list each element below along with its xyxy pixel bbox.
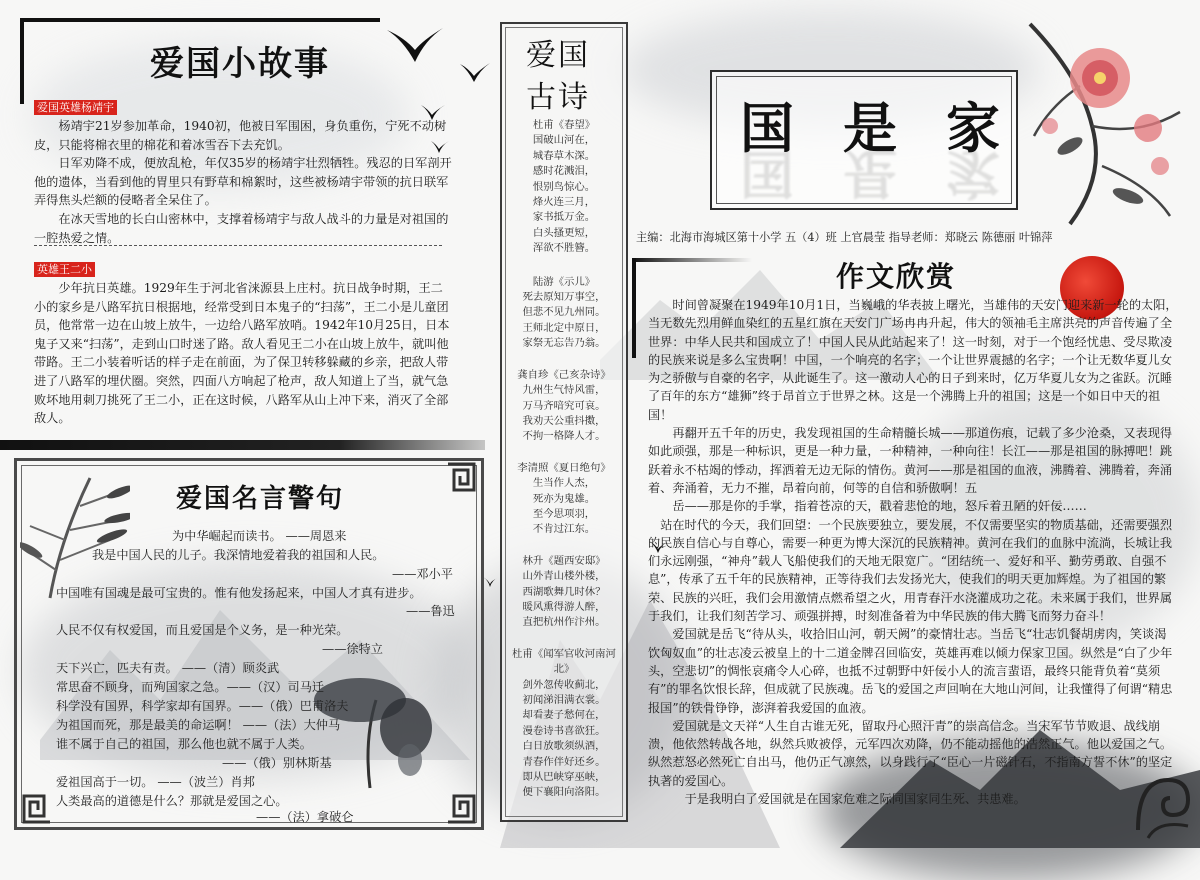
quote-line: 科学没有国界，科学家却有国界。——（俄）巴甫洛夫: [56, 699, 349, 713]
essay-para-5: 爱国就是岳飞“待从头，收拾旧山河，朝天阙”的豪情壮志。当岳飞“壮志饥餐胡虏肉，笑谈渴饮匈奴血”的壮志凌云被皇上的十二道金牌召回临安，英雄再难以倾力保家卫国。纵然是“白了少年头，空悲切”的惆怅哀痛令人心碎，也抵不过朝野中奸佞小人的流言蜚语，最终只能背负着“莫须有”的罪名饮恨长辞，但成就了民族魂。岳飞的爱国之声回响在大地山河间，让我懂得了何谓“精忠报国”的铁骨铮铮，澎湃着我爱国的血液。: [648, 627, 1173, 715]
quote-line: 人民不仅有权爱国，而且爱国是个义务，是一种光荣。: [56, 623, 349, 637]
quote-line: ——鲁迅: [406, 604, 455, 618]
masthead-char: 国: [740, 96, 794, 160]
masthead-reflection-char: 是: [843, 141, 897, 205]
essay-para-3: 岳——那是你的手掌，指着苍凉的天，戳着悲怆的地，怒斥着丑陋的奸佞……: [672, 499, 1087, 514]
poem: [507, 461, 621, 538]
story-1: [34, 96, 454, 247]
poem-line: 剑外忽传收蓟北，: [522, 678, 606, 691]
story-frame-left-bar: [20, 18, 24, 104]
poem-line: 漫卷诗书喜欲狂。: [522, 724, 606, 737]
bamboo-icon: [20, 470, 130, 600]
poem: [507, 118, 621, 257]
poem: [507, 275, 621, 352]
quote-line: 常思奋不顾身，而殉国家之急。——（汉）司马迁: [56, 680, 325, 694]
masthead-char: 是: [843, 96, 897, 160]
scroll-ornament-icon: [1128, 760, 1198, 840]
poem-title: 陆游《示儿》: [532, 275, 596, 288]
essay-para-4: 站在时代的今天，我们回望：一个民族要独立，要发展，不仅需要坚实的物质基础，还需要强烈的民族自信心与自尊心，需要一种更为博大深沉的民族精神。黄河在我们的血脉中流淌，长城让我们永远刚强，“神舟”载人飞船使我们的天地无限宽广。“团结统一、爱好和平、勤劳勇敢、自强不息”，传承了五千年的民族精神，正等待我们去发扬光大，使我们的明天更加辉煌。为了祖国的繁荣、民族的兴旺，我们会用激情点燃希望之火，用青春汗水浇灌成功之花。未来属于我们，世界属于我们，让我们刻苦学习、顽强拼搏，时刻准备着为中华民族的伟大腾飞而努力奋斗！: [648, 517, 1173, 624]
poems-title-line-1: 爱国: [526, 38, 590, 73]
poem: [507, 647, 621, 801]
story-2-para: 少年抗日英雄。1929年生于河北省涞源县上庄村。抗日战争时期，王二小的家乡是八路军抗日根据地，经常受到日本鬼子的“扫荡”，王二小是儿童团员，他常常一边在山坡上放牛，一边给八路军放哨。1942年10月25日，日本鬼子又来“扫荡”，走到山口时迷了路。敌人看见王二小在山坡上放牛，就叫他带路。王二小装着听话的样子走在前面，为了保卫转移躲藏的乡亲，把敌人带进了八路军的埋伏圈。突然，四面八方响起了枪声，敌人知道上了当，就气急败坏地用刺刀挑死了王二小，正在这时候，八路军从山上冲下来，消灭了全部敌人。: [34, 281, 450, 426]
poem-title: 李清照《夏日绝句》: [517, 461, 611, 474]
story-frame-bottom-bar: [0, 440, 485, 450]
credits-line: 主编：北海市海城区第十小学 五（4）班 上官晨莹 指导老师：郑晓云 陈德丽 叶锦萍: [636, 231, 1053, 244]
poem-line: 不肯过江东。: [532, 523, 596, 536]
essay-frame-top: [632, 258, 752, 262]
story-section-title: 爱国小故事: [150, 44, 330, 84]
poem-title: 林升《题西安邸》: [522, 554, 606, 567]
poem-line: 王师北定中原日，: [522, 321, 606, 334]
quote-line: ——徐特立: [322, 642, 383, 656]
flying-bird-icon: [420, 104, 446, 124]
essay-para-1: 时间曾凝聚在1949年10月1日，当巍峨的华表披上曙光，当雄伟的天安门迎来新一轮的太阳，当无数先烈用鲜血染红的五星红旗在天安门广场冉冉升起，伟大的领袖毛主席洪亮的声音传遍了全世界：中华人民共和国成立了！中国人民从此站起来了！这一时刻，对于一个饱经忧患、受尽欺凌的民族来说是多么宝贵啊！中国，一个响亮的名字；一个让世界震撼的名字；一个让无数华夏儿女为之骄傲与自豪的名字，从此诞生了。这一激动人心的日子到来时，亿万华夏儿女为之雀跃。沉睡了百年的东方“雄狮”终于昂首立于世界之林。这是一个沸腾上升的祖国；这是一个如日中天的祖国！: [648, 298, 1178, 422]
poem-line: 青春作伴好还乡。: [522, 755, 606, 768]
corner-ornament-icon: [18, 790, 54, 826]
story-divider: [34, 245, 442, 246]
quote-line: 中国唯有国魂是最可宝贵的。惟有他发扬起来，中国人才真有进步。: [56, 586, 422, 600]
corner-ornament-icon: [444, 460, 480, 496]
story-2: [34, 258, 454, 428]
poem-title: 杜甫《闻军官收河南河北》: [512, 647, 616, 676]
poem-line: 白头搔更短，: [532, 226, 596, 239]
poem-line: 不拘一格降人才。: [522, 430, 606, 443]
poem-line: 便下襄阳向洛阳。: [522, 786, 606, 799]
poem-line: 直把杭州作汴州。: [522, 616, 606, 629]
flying-bird-icon: [482, 576, 500, 590]
masthead-char: 家: [946, 96, 1000, 160]
masthead-reflection: [740, 138, 1000, 215]
poem-line: 至今思项羽，: [532, 507, 596, 520]
poem-line: 西湖歌舞几时休？: [522, 585, 606, 598]
flying-bird-icon: [458, 62, 492, 86]
poem-line: 暖风熏得游人醉，: [522, 600, 606, 613]
poem-line: 恨别鸟惊心。: [532, 180, 596, 193]
poem-line: 万马齐喑究可哀。: [522, 399, 606, 412]
quote-line: 谁不属于自己的祖国，那么他也就不属于人类。: [56, 737, 312, 751]
quote-line: 我是中国人民的儿子。我深情地爱着我的祖国和人民。: [92, 548, 385, 562]
essay-para-7: 于是我明白了爱国就是在国家危难之际同国家同生死、共患难。: [684, 792, 1026, 807]
masthead-reflection-char: 国: [740, 141, 794, 205]
poem-line: 感时花溅泪，: [532, 165, 596, 178]
poem-line: 烽火连三月，: [532, 196, 596, 209]
poem-line: 白日放歌须纵酒，: [522, 740, 606, 753]
poem-line: 国破山河在，: [532, 134, 596, 147]
story-frame-top-bar: [20, 18, 380, 22]
poems-list: [507, 118, 621, 813]
poem-line: 初闻涕泪满衣裳。: [522, 694, 606, 706]
poem-line: 但悲不见九州同。: [522, 306, 606, 319]
plum-blossom-icon: [1010, 16, 1190, 226]
poem-line: 家书抵万金。: [532, 211, 596, 224]
poem-title: 龚自珍《己亥杂诗》: [517, 368, 611, 381]
poem-line: 浑欲不胜簪。: [532, 242, 596, 255]
story-1-tag: 爱国英雄杨靖宇: [34, 100, 117, 115]
story-1-para-3: 在冰天雪地的长白山密林中，支撑着杨靖宇与敌人战斗的力量是对祖国的一腔热爱之情。: [34, 211, 449, 245]
quote-line: 为祖国而死，那是最美的命运啊！ ——（法）大仲马: [56, 718, 341, 732]
poem-line: 我劝天公重抖擞，: [522, 414, 606, 427]
masthead-reflection-char: 家: [946, 141, 1000, 205]
poem-line: 九州生气恃风雷，: [522, 384, 606, 397]
poem-line: 城春草木深。: [532, 149, 596, 162]
essay-para-2: 再翻开五千年的历史，我发现祖国的生命精髓长城——那道伤痕，记载了多少沧桑，又表现得如此顽强，那是一种标识，更是一种力量，一种精神，一种向往！长江——那是祖国的脉搏吧！跳跃着永不枯竭的悸动，挥洒着无边无际的情伤。黄河——那是祖国的血液，沸腾着、沸腾着，奔涌着、奔涌着，无力不摧，昂着向前，何等的自信和骄傲啊！五: [648, 426, 1173, 495]
story-1-para-2: 日军劝降不成，便放乱枪，年仅35岁的杨靖宇壮烈牺牲。残忍的日军剖开他的遗体，当看到他的胃里只有野草和棉絮时，这些被杨靖宇带领的抗日联军弄得焦头烂额的侵略者全呆住了。: [34, 156, 452, 208]
poem-line: 即从巴峡穿巫峡，: [522, 771, 606, 784]
quotes-section-title: 爱国名言警句: [176, 484, 345, 514]
poem-line: 却看妻子愁何在，: [522, 709, 606, 722]
poem-line: 死亦为鬼雄。: [532, 492, 596, 505]
corner-ornament-icon: [444, 790, 480, 826]
essay-body: [648, 296, 1178, 808]
poem-line: 死去原知万事空，: [522, 291, 606, 304]
essay-section-title: 作文欣赏: [836, 260, 957, 293]
poem: [507, 554, 621, 631]
story-1-para-1: 杨靖宇21岁参加革命，1940初，他被日军围困，身负重伤，宁死不动树皮，只能将棉衣里的棉花和着冰雪吞下去充饥。: [34, 119, 447, 152]
quote-line: ——邓小平: [392, 567, 453, 581]
poem-title: 杜甫《春望》: [532, 119, 596, 131]
quote-line: 人类最高的道德是什么？那就是爱国之心。: [56, 794, 288, 808]
story-2-tag: 英雄王二小: [34, 262, 95, 277]
quote-line: ——（法）拿破仑: [256, 810, 354, 824]
quote-line: 爱祖国高于一切。 ——（波兰）肖邦: [56, 775, 255, 789]
poem-line: 生当作人杰，: [532, 477, 596, 490]
essay-para-6: 爱国就是文天祥“人生自古谁无死，留取丹心照汗青”的崇高信念。当宋军节节败退、战线崩溃，他依然转战各地，纵然兵败被俘，元军四次劝降，仍不能动摇他的浩然正气。他以爱国之气。纵然惹怒必然死亡自出马，他仍正气凛然，以身践行了“臣心一片磁针石，不指南方誓不休”的坚定执著的爱国心。: [648, 718, 1173, 788]
essay-frame-bar: [632, 258, 636, 358]
quote-line: ——（俄）别林斯基: [222, 756, 332, 770]
poem: [507, 368, 621, 445]
poem-line: 家祭无忘告乃翁。: [522, 337, 606, 350]
flying-bird-icon: [385, 26, 445, 68]
quote-line: 天下兴亡，匹夫有责。 ——（清）顾炎武: [56, 661, 280, 675]
quote-line: 为中华崛起而读书。 ——周恩来: [172, 529, 347, 543]
poem-line: 山外青山楼外楼，: [522, 570, 606, 583]
flying-bird-icon: [430, 140, 450, 156]
poems-title-line-2: 古诗: [526, 80, 590, 115]
